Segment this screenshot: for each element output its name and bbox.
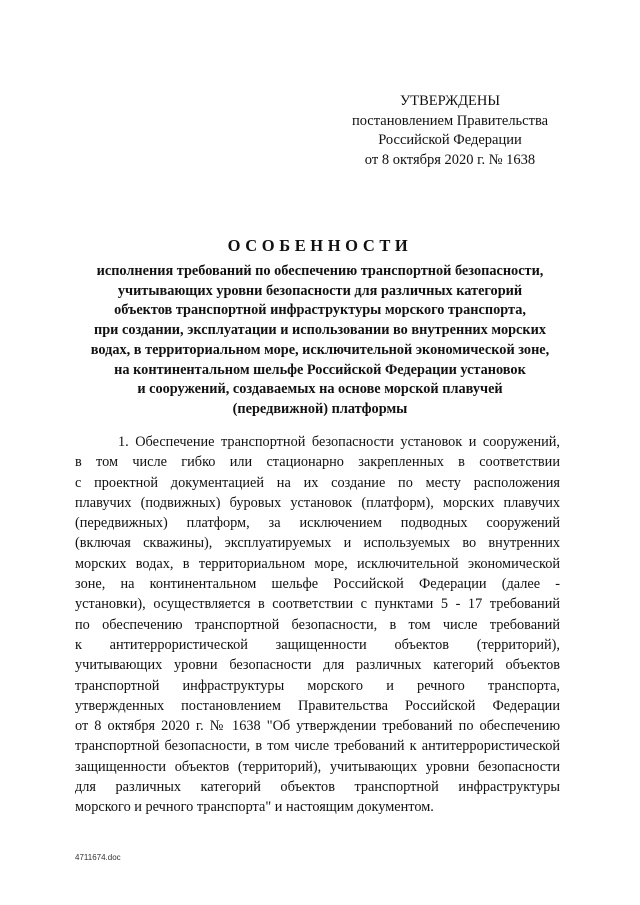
paragraph-line: морских водах, в территориальном море, исключительной экономической xyxy=(75,555,560,572)
paragraph-line: транспортной инфраструктуры морского и речного транспорта, xyxy=(75,677,560,694)
paragraph-line: учитывающих уровни безопасности для различных категорий объектов xyxy=(75,657,560,674)
approval-heading: УТВЕРЖДЕНЫ xyxy=(399,93,501,109)
paragraph-line: транспортной безопасности, в том числе требований к антитеррористической xyxy=(75,738,560,755)
approval-line: от 8 октября 2020 г. № 1638 xyxy=(364,151,536,168)
subtitle-line: на континентальном шельфе Российской Федерации установок xyxy=(114,361,526,378)
paragraph-line: зоне, на континентальном шельфе Российской Федерации (далее - xyxy=(75,576,560,593)
subtitle-line: учитывающих уровни безопасности для различных категорий xyxy=(117,282,523,299)
subtitle-line: при создании, эксплуатации и использовании во внутренних морских xyxy=(93,322,547,339)
paragraph-line: к антитеррористической защищенности объектов (территорий), xyxy=(75,636,560,653)
paragraph-line: (передвижных) платформ, за исключением подводных сооружений xyxy=(75,515,560,532)
file-name-footer: 4711674.doc xyxy=(75,853,121,862)
paragraph-line: установки), осуществляется в соответствии с пунктами 5 - 17 требований xyxy=(75,596,560,613)
paragraph-line: плавучих (подвижных) буровых установок (платформ), морских плавучих xyxy=(75,494,560,511)
subtitle-line: исполнения требований по обеспечению транспортной безопасности, xyxy=(96,263,544,279)
document-title: ОСОБЕННОСТИ xyxy=(227,236,413,255)
approval-line: постановлением Правительства xyxy=(351,112,549,129)
subtitle-line: объектов транспортной инфраструктуры морского транспорта, xyxy=(114,302,526,319)
paragraph-line: от 8 октября 2020 г. № 1638 "Об утверждении требований по обеспечению xyxy=(75,718,560,735)
paragraph-line: 1. Обеспечение транспортной безопасности установок и сооружений, xyxy=(118,434,560,450)
paragraph-line: в том числе гибко или стационарно закрепленных в соответствии xyxy=(75,454,560,471)
paragraph-line: защищенности объектов (территорий), учитывающих уровни безопасности xyxy=(75,758,560,775)
approval-line: Российской Федерации xyxy=(378,132,522,149)
paragraph-line: морского и речного транспорта" и настоящим документом. xyxy=(75,799,434,816)
subtitle-line: (передвижной) платформы xyxy=(232,400,408,417)
subtitle-line: водах, в территориальном море, исключительной экономической зоне, xyxy=(90,341,550,358)
subtitle-line: и сооружений, создаваемых на основе морской плавучей xyxy=(137,381,503,398)
paragraph-line: с проектной документацией на их создание по месту расположения xyxy=(75,474,560,491)
paragraph-line: для различных категорий объектов транспортной инфраструктуры xyxy=(75,779,560,796)
document-subtitle xyxy=(70,262,570,420)
paragraph-line: утвержденных постановлением Правительства Российской Федерации xyxy=(75,697,560,714)
paragraph-line: (включая скважины), эксплуатируемых и используемых во внутренних xyxy=(75,535,560,552)
approval-block xyxy=(330,92,570,170)
paragraph-1 xyxy=(75,432,560,818)
paragraph-line: по обеспечению транспортной безопасности, в том числе требований xyxy=(75,616,560,633)
